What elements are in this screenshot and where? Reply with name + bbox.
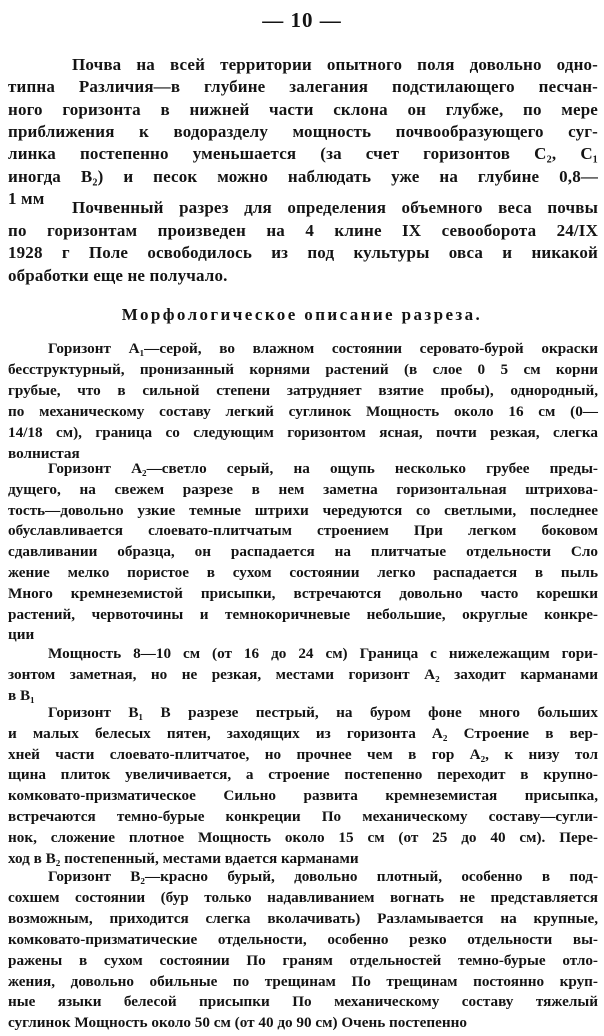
paragraph-2-line: Почвенный разрез для определения объемного веса почвы: [72, 198, 598, 217]
paragraph-horizon-a1-line: по механическому составу легкий суглинок Мощность около 16 см (0—: [8, 402, 598, 420]
paragraph-horizon-b1-line: ход в B₂ постепенный, местами вдается карманами: [8, 849, 359, 867]
paragraph-horizon-a2-line: обуславливается слоевато-плитчатым строением При легком боковом: [8, 522, 598, 540]
paragraph-horizon-a1-line: Горизонт A₁—серой, во влажном состоянии серовато-бурой окраски: [48, 340, 598, 357]
paragraph-horizon-b2-line: Горизонт B₂—красно бурый, довольно плотный, особенно в под-: [48, 868, 598, 885]
paragraph-horizon-a2-line: Много кремнеземистой присыпки, встречаются довольно часто корешки: [8, 584, 598, 602]
paragraph-1-line: приближения к водоразделу мощность почвообразующего суг-: [8, 121, 598, 141]
paragraph-horizon-a2-line: ции: [8, 626, 35, 644]
paragraph-horizon-b1-line: и малых белесых пятен, заходящих из горизонта A₂ Строение в вер-: [8, 724, 598, 742]
paragraph-horizon-a2-thickness-line: Мощность 8—10 см (от 16 до 24 см) Граница с нижележащим гори-: [48, 645, 598, 662]
paragraph-horizon-a2-line: тость—довольно узкие темные штрихи чередуются со светлыми, последнее: [8, 501, 598, 519]
paragraph-horizon-b2-line: возможным, приходится слегка вколачивать) Разламывается на крупные,: [8, 909, 598, 927]
paragraph-horizon-b1-line: комковато-призматическое Сильно развита кремнеземистая присыпка,: [8, 787, 598, 805]
paragraph-1-line: 1 мм: [8, 188, 45, 208]
paragraph-2-line: по горизонтам произведен на 4 клине IX севооборота 24/IX: [8, 220, 598, 240]
paragraph-horizon-b2-line: сохшем состоянии (бур только надавливанием вогнать не представляется: [8, 888, 598, 906]
paragraph-horizon-a2-line: Горизонт A₂—светло серый, на ощупь несколько грубее преды-: [48, 460, 598, 477]
paragraph-1-line: Почва на всей территории опытного поля довольно одно-: [72, 55, 598, 74]
paragraph-horizon-b2-line: ражены в сухом состоянии По граням отдельностей темно-бурые отло-: [8, 951, 598, 969]
page-number: — 10 —: [262, 8, 342, 32]
paragraph-1-line: иногда B₂) и песок можно наблюдать уже на глубине 0,8—: [8, 166, 598, 186]
paragraph-2-line: 1928 г Поле освободилось из под культуры овса и никакой: [8, 243, 598, 263]
paragraph-horizon-a2-thickness-line: зонтом заметная, но не резкая, местами горизонт A₂ заходит карманами: [8, 666, 598, 683]
paragraph-horizon-b2-line: комковато-призматические отдельности, особенно резко отдельности вы-: [8, 930, 598, 948]
paragraph-horizon-b1-line: щина плиток увеличивается, а строение постепенно переходит в крупно-: [8, 766, 598, 784]
paragraph-horizon-a2-line: растений, червоточины и темнокоричневые небольшие, округлые конкре-: [8, 605, 598, 623]
paragraph-horizon-b2-line: суглинок Мощность около 50 см (от 40 до 90 см) Очень постепенно: [8, 1014, 467, 1032]
paragraph-1-line: ного горизонта в нижней части склона он глубже, по мере: [8, 99, 598, 119]
paragraph-horizon-b1-line: Горизонт B₁ В разрезе пестрый, на буром фоне много больших: [48, 704, 598, 721]
paragraph-horizon-b1-line: хней части слоевато-плитчатое, но прочнее чем в гор A₂, к низу тол: [8, 745, 598, 763]
paragraph-horizon-b1-line: нок, сложение плотное Мощность около 15 см (от 25 до 40 см). Пере-: [8, 828, 598, 846]
paragraph-horizon-a1-line: бесструктурный, пронизанный корнями растений (в слое 0 5 см корни: [8, 360, 598, 378]
paragraph-horizon-b1-line: встречаются темно-бурые конкреции По механическому составу—сугли-: [8, 808, 598, 825]
paragraph-horizon-a2-line: сдавливании образца, он распадается на плитчатые отдельности Сло: [8, 543, 598, 561]
paragraph-1-line: типна Различия—в глубине залегания подстилающего песчан-: [8, 77, 598, 97]
paragraph-1-line: линка постепенно уменьшается (за счет горизонтов C₂, C₁: [8, 144, 598, 164]
paragraph-horizon-a1-line: волнистая: [8, 444, 80, 462]
paragraph-horizon-a2-thickness-line: в B₁: [8, 687, 35, 704]
paragraph-horizon-a2-line: жение мелко пористое в сухом состоянии легко распадается в пыль: [8, 564, 598, 581]
paragraph-2-line: обработки еще не получало.: [8, 265, 228, 285]
paragraph-horizon-b2-line: ные языки белесой присыпки По механическому составу тяжелый: [8, 993, 598, 1011]
paragraph-horizon-a1-line: грубые, что в сильной степени затрудняет взятие пробы), однородный,: [8, 381, 598, 399]
paragraph-horizon-b2-line: жения, довольно обильные по трещинам По трещинам постоянно круп-: [8, 972, 598, 990]
section-heading: Морфологическое описание разреза.: [121, 305, 483, 324]
paragraph-horizon-a1-line: 14/18 см), граница со следующим горизонтом ясная, почти резкая, слегка: [8, 423, 598, 441]
paragraph-horizon-a2-line: дущего, на свежем разрезе в нем заметна горизонтальная штрихова-: [8, 480, 598, 498]
